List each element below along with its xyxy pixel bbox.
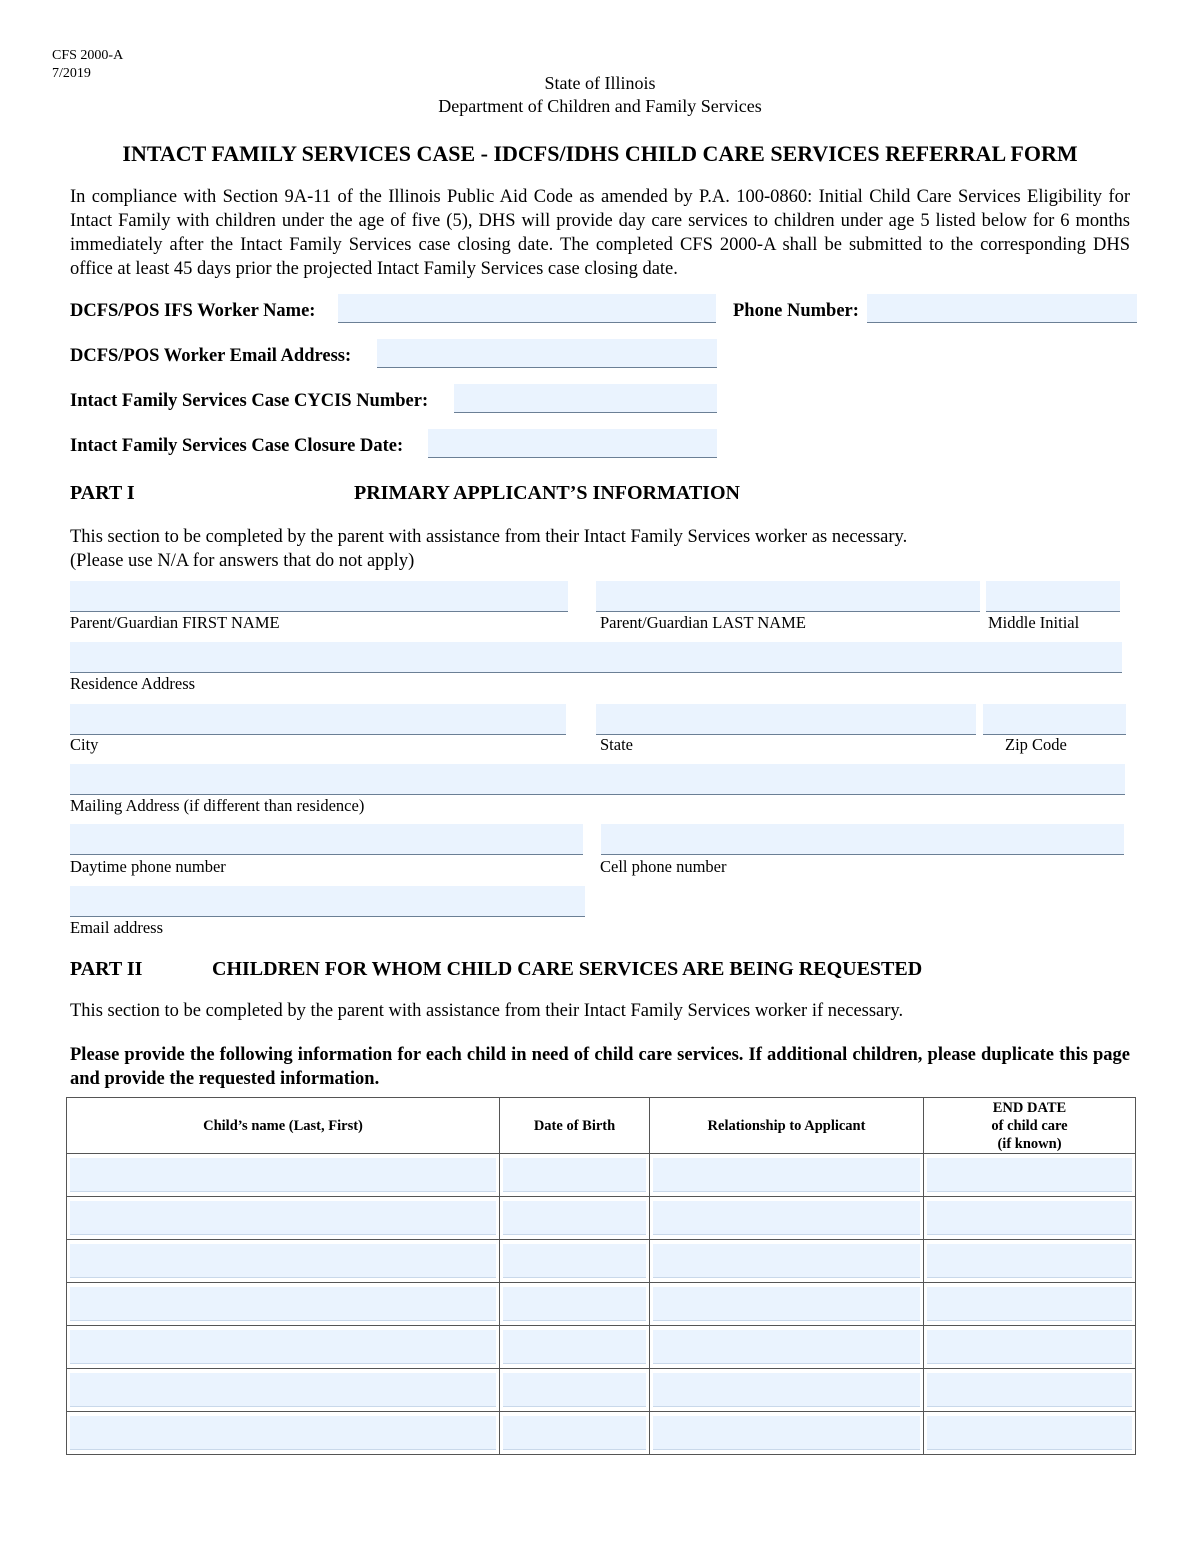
child-name-field[interactable] [70,1416,496,1450]
part2-title: CHILDREN FOR WHOM CHILD CARE SERVICES ARE BEING REQUESTED [212,958,923,980]
dob-cell [500,1326,650,1369]
table-row [67,1283,1136,1326]
relationship-field[interactable] [653,1158,920,1192]
dob-cell [500,1283,650,1326]
end-date-field[interactable] [927,1201,1132,1235]
daytime-phone-field[interactable] [70,824,583,855]
child-name-field[interactable] [70,1158,496,1192]
part2-bold-instructions: Please provide the following information for each child in need of child care services. If additional children, please duplicate this page and provide the requested information. [70,1045,1130,1089]
worker-email-field[interactable] [377,339,717,368]
dob-cell [500,1240,650,1283]
residence-address-field[interactable] [70,642,1122,673]
part2-instructions: This section to be completed by the parent with assistance from their Intact Family Services worker if necessary. [70,1001,904,1021]
dob-field[interactable] [503,1287,646,1321]
end-date-cell [924,1240,1136,1283]
worker-phone-field[interactable] [867,294,1137,323]
first-name-label: Parent/Guardian FIRST NAME [70,613,280,632]
end-date-field[interactable] [927,1330,1132,1364]
child-name-cell [67,1197,500,1240]
relationship-field[interactable] [653,1201,920,1235]
end-date-field[interactable] [927,1287,1132,1321]
mailing-address-label: Mailing Address (if different than residence) [70,796,365,815]
dob-cell [500,1412,650,1455]
form-code: CFS 2000-A [52,48,124,63]
col-relationship: Relationship to Applicant [650,1098,924,1154]
email-address-label: Email address [70,918,164,937]
child-name-cell [67,1240,500,1283]
email-address-field[interactable] [70,886,585,917]
phone-label: Phone Number: [733,301,859,321]
end-date-field[interactable] [927,1416,1132,1450]
cell-phone-label: Cell phone number [600,857,727,876]
form-title: INTACT FAMILY SERVICES CASE - IDCFS/IDHS CHILD CARE SERVICES REFERRAL FORM [122,141,1078,166]
part1-title: PRIMARY APPLICANT’S INFORMATION [354,482,740,504]
dob-field[interactable] [503,1373,646,1407]
dob-cell [500,1154,650,1197]
child-name-field[interactable] [70,1244,496,1278]
child-name-cell [67,1326,500,1369]
cycis-field[interactable] [454,384,717,413]
residence-address-label: Residence Address [70,674,196,693]
relationship-cell [650,1154,924,1197]
state-label: State [600,735,633,754]
child-name-cell [67,1283,500,1326]
relationship-cell [650,1369,924,1412]
child-name-field[interactable] [70,1201,496,1235]
children-table-header [67,1098,1136,1154]
part1-instruction-line: This section to be completed by the parent with assistance from their Intact Family Services worker as necessary. [70,527,908,547]
relationship-cell [650,1412,924,1455]
city-label: City [70,735,99,754]
part1-number: PART I [70,482,135,504]
end-date-cell [924,1283,1136,1326]
child-name-cell [67,1369,500,1412]
child-name-cell [67,1154,500,1197]
table-row [67,1326,1136,1369]
department-name: Department of Children and Family Services [438,96,762,116]
intro-paragraph: In compliance with Section 9A-11 of the Illinois Public Aid Code as amended by P.A. 100-0860: Initial Child Care Services Eligibility for Intact Family with children under the age of five (5), DHS will provide day care services to children under age 5 listed below for 6 months immediately after the Intact Family Services case closing date. The completed CFS 2000-A shall be submitted to the corresponding DHS office at least 45 days prior the projected Intact Family Services case closing date. [70,187,1130,279]
end-date-field[interactable] [927,1158,1132,1192]
table-row [67,1412,1136,1455]
relationship-field[interactable] [653,1373,920,1407]
child-name-cell [67,1412,500,1455]
table-row [67,1240,1136,1283]
relationship-cell [650,1326,924,1369]
col-end-date-line1: END DATE [992,1099,1067,1116]
state-field[interactable] [596,704,976,735]
relationship-cell [650,1240,924,1283]
mailing-address-field[interactable] [70,764,1125,795]
zip-code-field[interactable] [983,704,1126,735]
state-name: State of Illinois [544,73,656,93]
dob-field[interactable] [503,1158,646,1192]
end-date-cell [924,1197,1136,1240]
col-end-date-line2: of child care [991,1117,1068,1134]
end-date-cell [924,1369,1136,1412]
end-date-cell [924,1154,1136,1197]
col-child-name: Child’s name (Last, First) [67,1098,500,1154]
child-name-field[interactable] [70,1287,496,1321]
worker-name-field[interactable] [338,294,716,323]
end-date-cell [924,1412,1136,1455]
first-name-field[interactable] [70,581,568,612]
relationship-field[interactable] [653,1416,920,1450]
closure-date-label: Intact Family Services Case Closure Date: [70,436,404,456]
dob-field[interactable] [503,1330,646,1364]
relationship-cell [650,1283,924,1326]
cycis-label: Intact Family Services Case CYCIS Number: [70,391,429,411]
table-row [67,1369,1136,1412]
relationship-field[interactable] [653,1330,920,1364]
zip-code-label: Zip Code [1005,735,1067,754]
agency-block [0,72,1200,118]
child-name-field[interactable] [70,1373,496,1407]
daytime-phone-label: Daytime phone number [70,857,226,876]
relationship-field[interactable] [653,1287,920,1321]
dob-cell [500,1369,650,1412]
last-name-label: Parent/Guardian LAST NAME [600,613,806,632]
end-date-field[interactable] [927,1244,1132,1278]
dob-cell [500,1197,650,1240]
col-date-of-birth: Date of Birth [500,1098,650,1154]
city-field[interactable] [70,704,566,735]
middle-initial-label: Middle Initial [988,613,1080,632]
end-date-cell [924,1326,1136,1369]
table-row [67,1197,1136,1240]
part1-na-note: (Please use N/A for answers that do not apply) [70,551,415,571]
relationship-field[interactable] [653,1244,920,1278]
dob-field[interactable] [503,1201,646,1235]
middle-initial-field[interactable] [986,581,1120,612]
part1-instructions [70,525,907,573]
worker-email-label: DCFS/POS Worker Email Address: [70,346,352,366]
table-row [67,1154,1136,1197]
col-end-date [924,1098,1136,1154]
last-name-field[interactable] [596,581,980,612]
closure-date-field[interactable] [428,429,717,458]
worker-name-label: DCFS/POS IFS Worker Name: [70,301,316,321]
end-date-field[interactable] [927,1373,1132,1407]
col-end-date-line3: (if known) [997,1135,1062,1152]
children-table [66,1097,1136,1455]
form-date: 7/2019 [52,66,91,81]
child-name-field[interactable] [70,1330,496,1364]
part2-number: PART II [70,958,143,980]
dob-field[interactable] [503,1244,646,1278]
dob-field[interactable] [503,1416,646,1450]
relationship-cell [650,1197,924,1240]
cell-phone-field[interactable] [601,824,1124,855]
